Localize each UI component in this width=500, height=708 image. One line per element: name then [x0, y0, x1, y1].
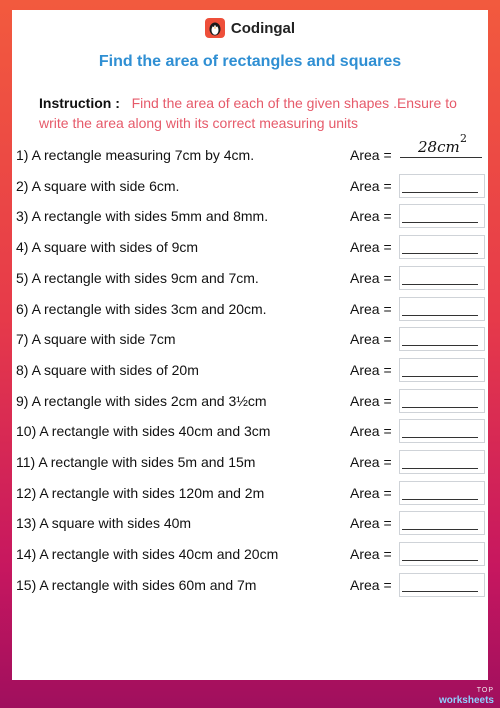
brand-header [12, 18, 488, 38]
instruction-block [39, 93, 479, 133]
brand-name: Codingal [230, 19, 296, 37]
answer-input-6[interactable] [399, 297, 485, 321]
answer-underline-4 [402, 253, 478, 254]
question-10: 10) A rectangle with sides 40cm and 3cm [16, 423, 271, 440]
question-9: 9) A rectangle with sides 2cm and 3½cm [16, 392, 267, 409]
instruction-text: Find the area of each of the given shapes .Ensure to write the area along with its correct measuring units [39, 95, 457, 131]
area-label-9: Area = [350, 392, 392, 409]
topworksheets-watermark [439, 687, 494, 706]
answer-underline-6 [402, 315, 478, 316]
question-12: 12) A rectangle with sides 120m and 2m [16, 484, 265, 501]
question-13: 13) A square with sides 40m [16, 515, 192, 532]
answer-input-10[interactable] [399, 419, 485, 443]
area-label-5: Area = [350, 269, 392, 286]
question-2: 2) A square with side 6cm. [16, 177, 180, 194]
area-label-6: Area = [350, 300, 392, 317]
answer-underline-12 [402, 499, 478, 500]
answer-underline-10 [402, 437, 478, 438]
answer-underline-9 [402, 407, 478, 408]
answer-input-13[interactable] [399, 511, 485, 535]
answer-1-exponent: 2 [460, 132, 467, 145]
question-4: 4) A square with sides of 9cm [16, 239, 199, 256]
penguin-logo-icon [205, 18, 225, 38]
question-15: 15) A rectangle with sides 60m and 7m [16, 576, 257, 593]
answer-underline-2 [402, 192, 478, 193]
area-label-14: Area = [350, 546, 392, 563]
answer-input-3[interactable] [399, 204, 485, 228]
area-label-4: Area = [350, 239, 392, 256]
answer-underline-8 [402, 376, 478, 377]
answer-input-2[interactable] [399, 174, 485, 198]
answer-underline-15 [402, 591, 478, 592]
question-6: 6) A rectangle with sides 3cm and 20cm. [16, 300, 267, 317]
answer-input-5[interactable] [399, 266, 485, 290]
instruction-label: Instruction : [39, 95, 120, 111]
area-label-2: Area = [350, 177, 392, 194]
question-11: 11) A rectangle with sides 5m and 15m [16, 454, 256, 470]
question-1: 1) A rectangle measuring 7cm by 4cm. [16, 147, 255, 163]
question-8: 8) A square with sides of 20m [16, 361, 199, 378]
watermark-bottom: worksheets [438, 695, 494, 706]
worksheet-sheet [12, 10, 488, 680]
area-label-1: Area = [350, 147, 392, 163]
answer-input-14[interactable] [399, 542, 485, 566]
area-label-10: Area = [350, 423, 392, 440]
area-label-12: Area = [350, 484, 392, 501]
answer-input-7[interactable] [399, 327, 485, 351]
page-title: Find the area of rectangles and squares [98, 53, 402, 70]
answer-1-filled [400, 134, 482, 160]
answer-1-value: 28cm [418, 138, 460, 156]
area-label-8: Area = [350, 361, 392, 378]
question-14: 14) A rectangle with sides 40cm and 20cm [16, 546, 279, 563]
answer-input-4[interactable] [399, 235, 485, 259]
answer-input-11[interactable] [399, 450, 485, 474]
answer-underline-3 [402, 222, 478, 223]
area-label-15: Area = [350, 576, 392, 593]
answer-input-12[interactable] [399, 481, 485, 505]
answer-underline-11 [402, 468, 478, 469]
area-label-7: Area = [350, 331, 392, 348]
question-3: 3) A rectangle with sides 5mm and 8mm. [16, 208, 269, 225]
answer-input-15[interactable] [399, 573, 485, 597]
question-7: 7) A square with side 7cm [16, 331, 176, 348]
question-5: 5) A rectangle with sides 9cm and 7cm. [16, 269, 259, 286]
area-label-11: Area = [350, 454, 392, 470]
answer-input-9[interactable] [399, 389, 485, 413]
area-label-3: Area = [350, 208, 392, 225]
answer-underline-13 [402, 529, 478, 530]
answer-input-8[interactable] [399, 358, 485, 382]
answer-underline-14 [402, 560, 478, 561]
area-label-13: Area = [350, 515, 392, 532]
watermark-top: TOP [476, 687, 494, 694]
answer-1-underline [400, 157, 482, 158]
answer-underline-5 [402, 284, 478, 285]
answer-underline-7 [402, 345, 478, 346]
